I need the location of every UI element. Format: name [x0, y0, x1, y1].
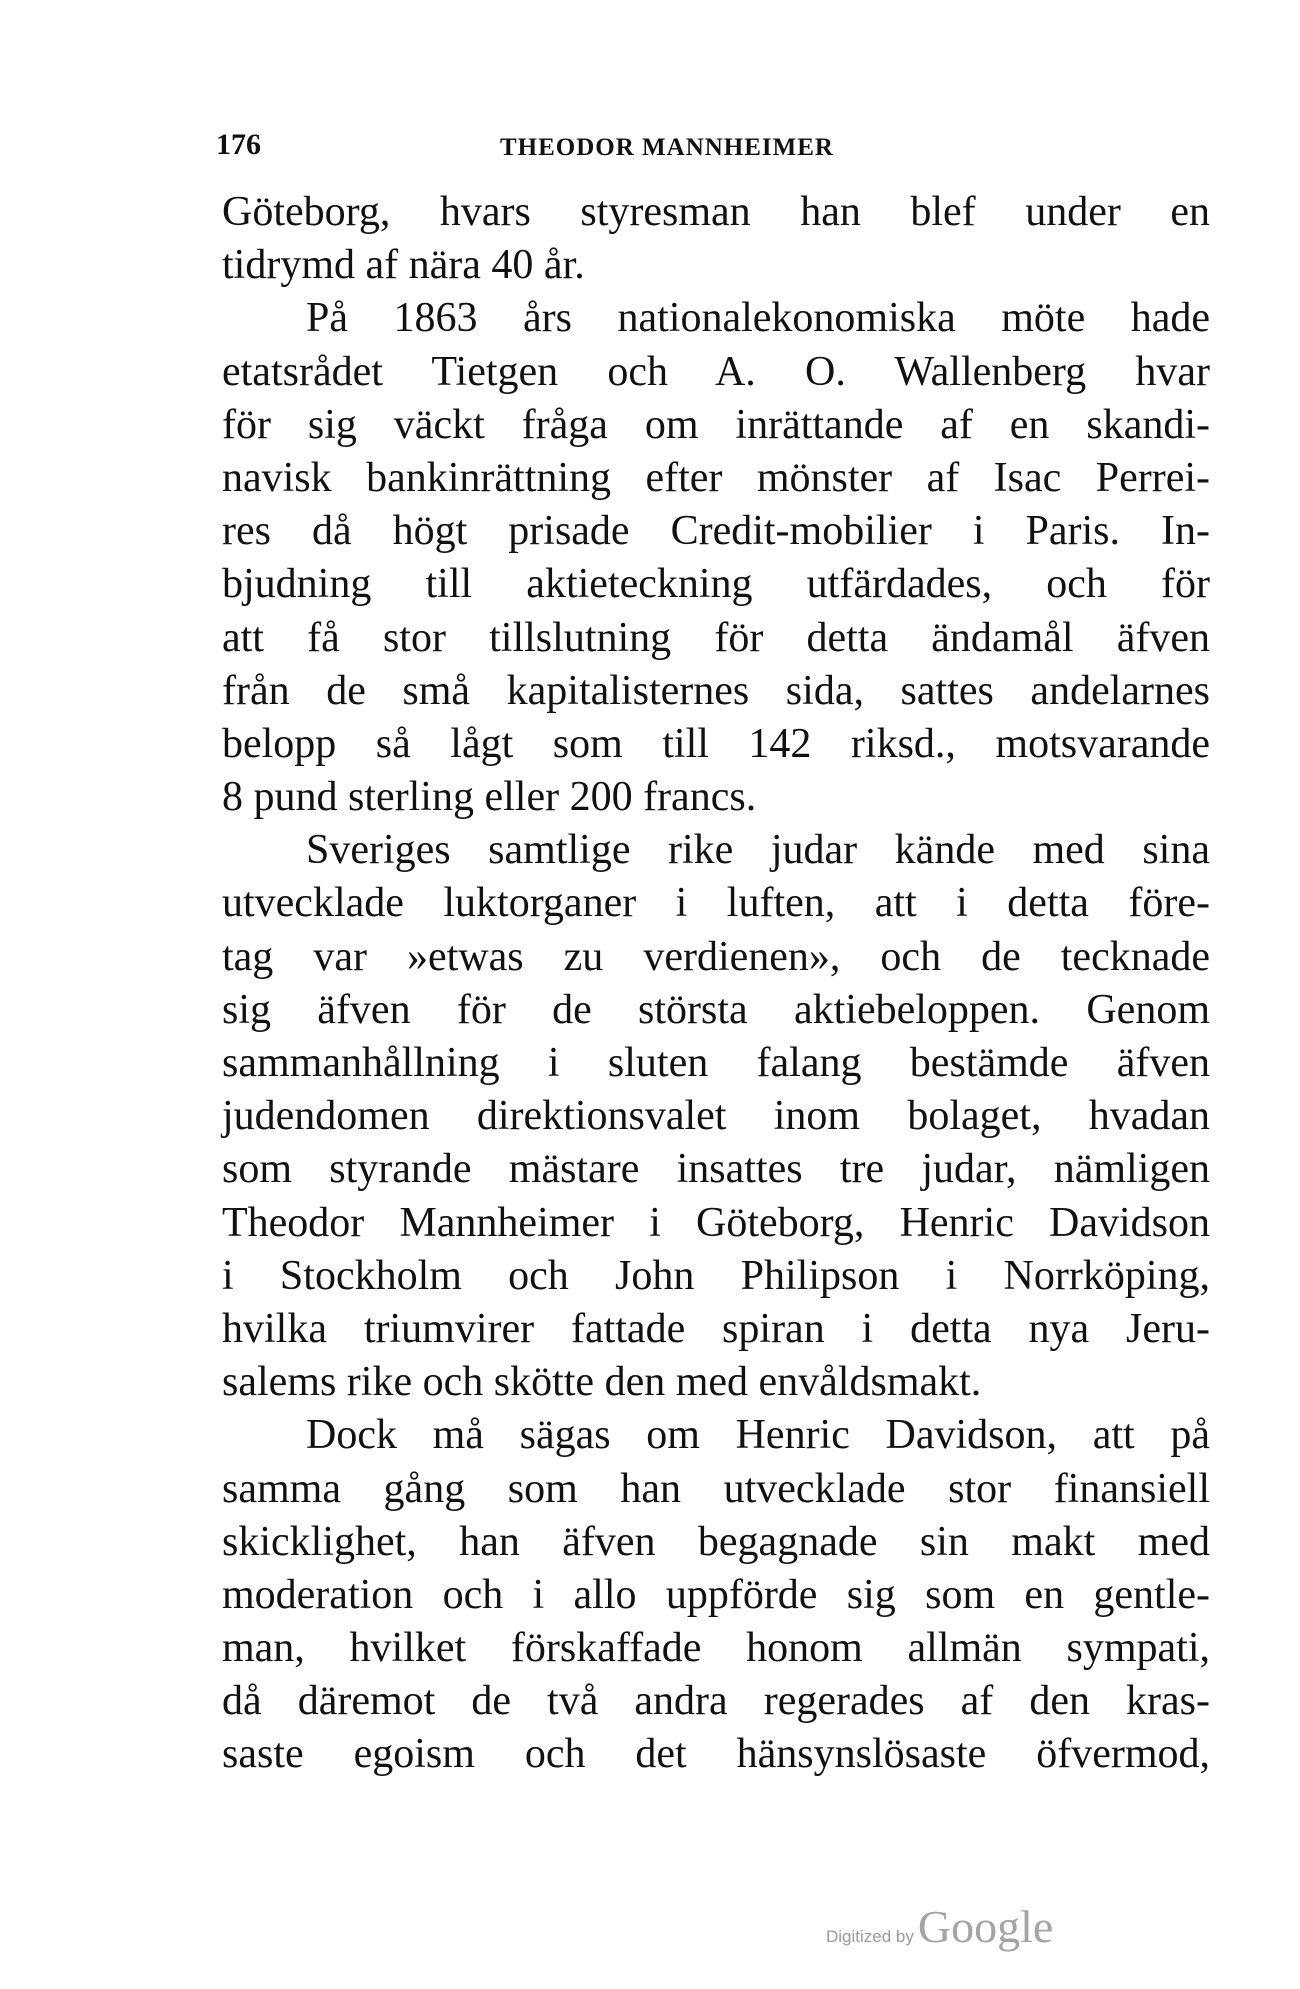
text-line: Göteborg, hvars styresman han blef under en — [222, 189, 1210, 235]
text-line: då däremot de två andra regerades af den kras- — [222, 1678, 1210, 1725]
text-line: att få stor tillslutning för detta ändamål äfven — [222, 614, 1210, 661]
watermark-brand: Google — [917, 1901, 1054, 1952]
text-line: tag var »etwas zu verdienen», och de tecknade — [222, 933, 1210, 980]
text-line: res då högt prisade Credit-mobilier i Paris. In- — [222, 508, 1210, 555]
text-line: för sig väckt fråga om inrättande af en skandi- — [222, 401, 1210, 448]
text-line: man, hvilket förskaffade honom allmän sympati, — [222, 1625, 1210, 1672]
text-line: Sveriges samtlige rike judar kände med sina — [306, 827, 1210, 874]
text-line: som styrande mästare insattes tre judar, nämligen — [222, 1146, 1210, 1193]
page-number: 176 — [216, 128, 261, 161]
text-line: från de små kapitalisternes sida, sattes andelarnes — [222, 667, 1210, 714]
text-line: hvilka triumvirer fattade spiran i detta nya Jeru- — [222, 1305, 1210, 1352]
text-line: belopp så lågt som till 142 riksd., motsvarande — [222, 720, 1210, 767]
body-text — [222, 186, 1210, 1782]
text-line: salems rike och skötte den med envåldsmakt. — [222, 1359, 982, 1406]
watermark-prefix: Digitized by — [826, 1927, 914, 1946]
text-line: judendomen direktionsvalet inom bolaget, hvadan — [222, 1093, 1210, 1140]
text-line: utvecklade luktorganer i luften, att i detta före- — [222, 880, 1210, 927]
text-line: skicklighet, han äfven begagnade sin makt med — [222, 1518, 1210, 1565]
text-line: samma gång som han utvecklade stor finansiell — [222, 1465, 1210, 1512]
text-line: navisk bankinrättning efter mönster af Isac Perrei- — [222, 454, 1210, 501]
text-line: sammanhållning i sluten falang bestämde äfven — [222, 1040, 1210, 1086]
text-line: i Stockholm och John Philipson i Norrköping, — [222, 1252, 1210, 1299]
text-line: bjudning till aktieteckning utfärdades, och för — [222, 561, 1210, 608]
digitization-watermark — [826, 1900, 1053, 1953]
text-line: moderation och i allo uppförde sig som en gentle- — [222, 1571, 1210, 1618]
text-line: På 1863 års nationalekonomiska möte hade — [306, 295, 1210, 342]
running-title: THEODOR MANNHEIMER — [500, 134, 834, 161]
text-line: 8 pund sterling eller 200 francs. — [222, 774, 757, 821]
text-line: tidrymd af nära 40 år. — [222, 242, 585, 289]
text-line: Theodor Mannheimer i Göteborg, Henric Davidson — [222, 1199, 1210, 1246]
page-header — [216, 128, 896, 168]
text-line: etatsrådet Tietgen och A. O. Wallenberg hvar — [222, 348, 1210, 395]
text-line: saste egoism och det hänsynslösaste öfvermod, — [222, 1731, 1210, 1778]
text-line: sig äfven för de största aktiebeloppen. Genom — [222, 986, 1210, 1033]
text-line: Dock må sägas om Henric Davidson, att på — [306, 1412, 1210, 1459]
